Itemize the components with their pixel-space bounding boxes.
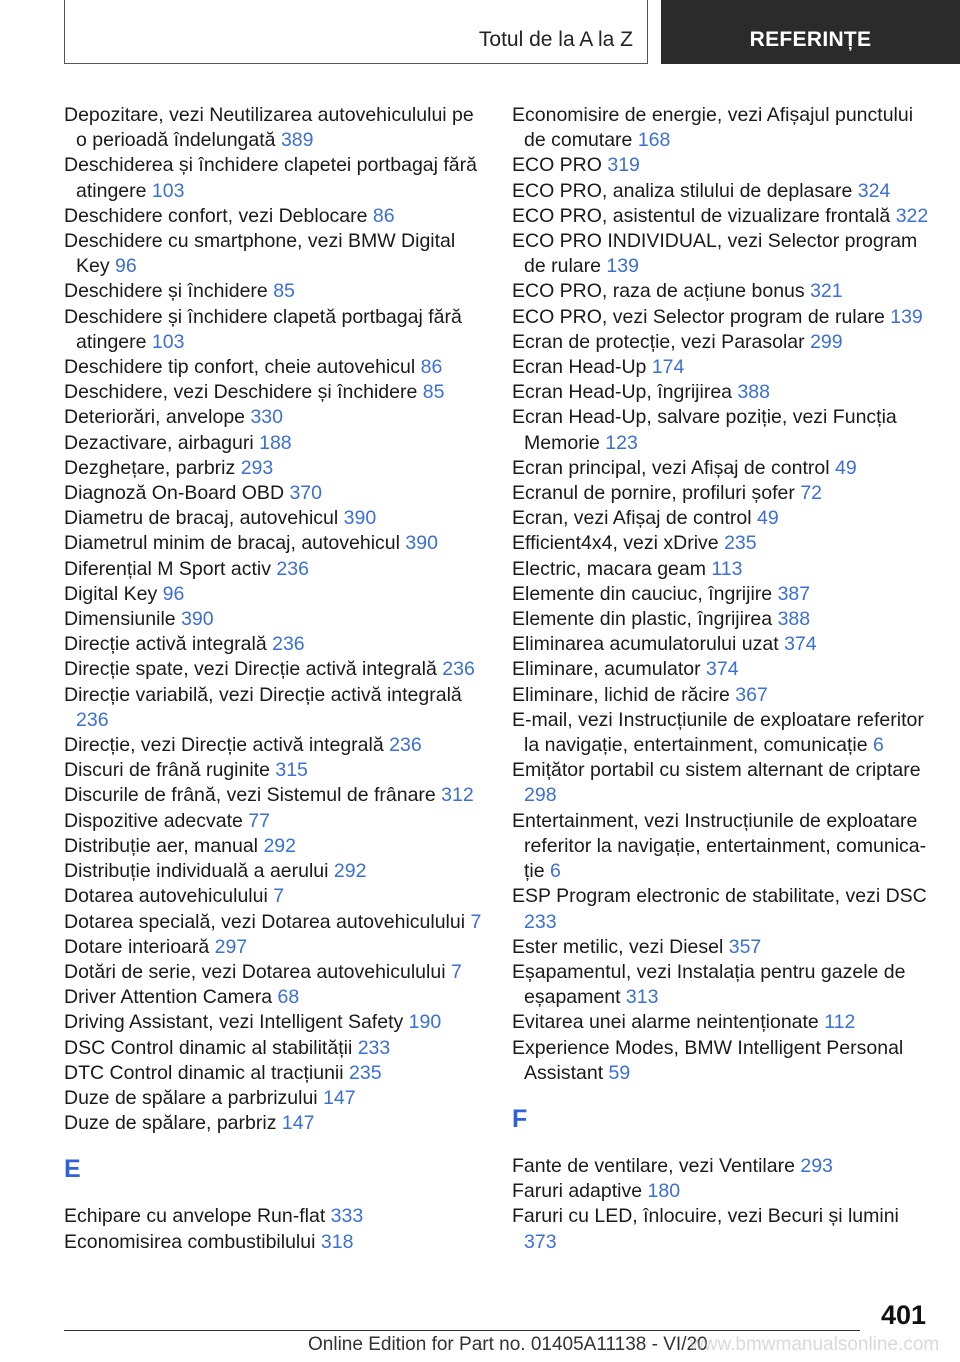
index-page-link[interactable]: 293 [240, 456, 274, 479]
index-entry [64, 632, 484, 657]
index-entry [64, 557, 484, 582]
index-page-link[interactable]: 374 [784, 633, 817, 656]
index-page-link[interactable]: 235 [724, 532, 757, 555]
index-page-link[interactable]: 103 [151, 179, 185, 202]
index-entry-term: Duze de spălare, parbriz [64, 1112, 277, 1135]
index-page-link[interactable]: 7 [450, 960, 462, 983]
index-entry [64, 456, 484, 481]
index-page-link[interactable]: 59 [608, 1061, 631, 1084]
index-page-link[interactable]: 370 [289, 482, 322, 505]
index-entry-term: Deschidere confort, vezi Deblocare [64, 204, 368, 227]
index-entry-term: DSC Control dinamic al stabilității [64, 1036, 353, 1059]
index-entry [64, 783, 484, 808]
index-entry [64, 683, 484, 733]
index-entry [512, 683, 932, 708]
index-entry [64, 153, 484, 203]
index-page-link[interactable]: 174 [651, 356, 685, 379]
index-page-link[interactable]: 292 [333, 860, 367, 883]
index-entry [512, 960, 932, 1010]
index-entry [64, 834, 484, 859]
index-entry-term: Distribuție individuală a aerului [64, 860, 329, 883]
index-page-link[interactable]: 123 [605, 431, 638, 454]
index-entry [512, 179, 932, 204]
index-page-link[interactable]: 333 [330, 1205, 364, 1228]
index-page-link[interactable]: 298 [524, 784, 557, 807]
index-page-link[interactable]: 112 [824, 1011, 856, 1034]
index-entry-term: Ecran, vezi Afișaj de control [512, 507, 752, 530]
index-page-link[interactable]: 139 [890, 305, 923, 328]
index-page-link[interactable]: 373 [524, 1230, 557, 1253]
letter-heading: E [64, 1155, 81, 1184]
index-entry-term: ECO PRO INDIVIDUAL, vezi Selector program de rulare [512, 230, 918, 278]
index-entry-term: Dimensiunile [64, 608, 176, 631]
index-entry [64, 607, 484, 632]
index-entry [512, 632, 932, 657]
index-entry [512, 506, 932, 531]
index-page-link[interactable]: 233 [524, 910, 557, 933]
index-entry-term: Experience Modes, BMW Intelligent Personal Assistant [512, 1036, 904, 1084]
index-entry-term: Echipare cu anvelope Run-flat [64, 1205, 326, 1228]
index-page-link[interactable]: 49 [756, 507, 779, 530]
index-entry [512, 204, 932, 229]
index-entry-term: DTC Control dinamic al tracțiunii [64, 1061, 344, 1084]
index-page-link[interactable]: 236 [272, 633, 305, 656]
index-entry-term: Economisire de energie, vezi Afișajul punctului de comutare [512, 104, 914, 152]
index-page-link[interactable]: 86 [372, 204, 395, 227]
index-entry [64, 531, 484, 556]
index-page-link[interactable]: 96 [162, 582, 185, 605]
index-entry-term: Ecran Head-Up [512, 356, 647, 379]
index-page-link[interactable]: 6 [550, 860, 561, 883]
index-entry [512, 935, 932, 960]
index-entry [512, 456, 932, 481]
index-entry-term: Distribuție aer, manual [64, 834, 259, 857]
index-entry [64, 103, 484, 153]
index-page-link[interactable]: 318 [320, 1230, 354, 1253]
index-entry-term: Discuri de frână ruginite [64, 759, 270, 782]
index-entry-term: Faruri cu LED, înlocuire, vezi Becuri și lumini [512, 1205, 899, 1228]
index-entry [64, 380, 484, 405]
index-entry-term: Dezactivare, airbaguri [64, 431, 254, 454]
index-page-link[interactable]: 86 [420, 356, 443, 379]
index-entry [64, 229, 484, 279]
index-page-link[interactable]: 72 [800, 482, 823, 505]
index-entry-term: Efficient4x4, vezi xDrive [512, 532, 719, 555]
index-entry-term: Deschidere și închidere clapetă portbagaj fără atingere [64, 305, 462, 353]
index-column-right [512, 103, 932, 1255]
index-page-link[interactable]: 312 [441, 784, 474, 807]
index-entry-term: Digital Key [64, 582, 158, 605]
index-page-link[interactable]: 190 [408, 1011, 442, 1034]
index-entry [64, 204, 484, 229]
index-entry-term: Dotarea autovehiculului [64, 885, 268, 908]
index-page-link[interactable]: 236 [442, 658, 475, 681]
index-page-link[interactable]: 103 [151, 330, 185, 353]
index-page-link[interactable]: 96 [115, 255, 137, 278]
index-entry [64, 582, 484, 607]
index-page-link[interactable]: 390 [405, 532, 438, 555]
index-page-link[interactable]: 374 [706, 658, 739, 681]
index-entry [512, 330, 932, 355]
index-entry [512, 405, 932, 455]
index-entry-term: E-mail, vezi Instrucțiunile de exploatare referitor la navigație, entertainment, comunicație [512, 708, 924, 757]
index-page-link[interactable]: 313 [625, 986, 659, 1009]
index-page-link[interactable]: 147 [323, 1086, 356, 1109]
index-entry-term: Driving Assistant, vezi Intelligent Safety [64, 1011, 404, 1034]
index-entry-term: Deschidere, vezi Deschidere și închidere [64, 381, 418, 404]
index-entry [64, 1010, 484, 1035]
index-entry-term: Eliminarea acumulatorului uzat [512, 633, 779, 656]
index-page-link[interactable]: 147 [281, 1112, 315, 1135]
header-chapter-box [64, 0, 648, 64]
index-page-link[interactable]: 6 [873, 734, 884, 757]
index-entry-term: Ester metilic, vezi Diesel [512, 935, 724, 958]
header-chapter-title: Totul de la A la Z [478, 28, 633, 51]
footer-watermark: www.bmwmanualsonline.com [690, 1334, 940, 1355]
index-entry-term: Duze de spălare a parbrizului [64, 1086, 318, 1109]
index-entry [512, 1010, 932, 1035]
index-page-link[interactable]: 235 [349, 1061, 382, 1084]
index-entry-term: Dotare interioară [64, 935, 210, 958]
index-entry [64, 405, 484, 430]
index-entry [64, 481, 484, 506]
index-entry [64, 733, 484, 758]
index-entry [512, 582, 932, 607]
index-page-link[interactable]: 299 [810, 330, 843, 353]
index-entry-term: Diagnoză On-Board OBD [64, 482, 285, 505]
index-entry [512, 1154, 932, 1179]
index-entry-term: ECO PRO [512, 154, 602, 177]
letter-heading: F [512, 1104, 528, 1133]
index-entry [64, 1204, 484, 1229]
index-page-link[interactable]: 236 [276, 557, 309, 580]
index-entry-term: Deschiderea și închidere clapetei portbagaj fără atingere [64, 154, 477, 202]
index-entry-term: Deschidere și închidere [64, 280, 268, 303]
index-entry-term: Direcție spate, vezi Direcție activă integrală [64, 658, 437, 681]
index-entry-term: Direcție, vezi Direcție activă integrală [64, 734, 384, 757]
index-entry [64, 884, 484, 909]
index-page-link[interactable]: 322 [895, 204, 929, 227]
index-entry [64, 985, 484, 1010]
index-entry [512, 103, 932, 153]
index-entry [64, 279, 484, 304]
index-entry-term: Ecran Head-Up, îngrijirea [512, 381, 733, 404]
index-entry [64, 935, 484, 960]
index-page-link[interactable]: 7 [470, 910, 482, 933]
index-page-link[interactable]: 188 [259, 431, 292, 454]
index-entry-term: Discurile de frână, vezi Sistemul de frânare [64, 784, 436, 807]
footer-divider [64, 1330, 860, 1331]
index-entry-term: Ecran Head-Up, salvare poziție, vezi Funcția Memorie [512, 406, 897, 454]
index-page-link[interactable]: 139 [606, 255, 639, 278]
index-entry [512, 355, 932, 380]
index-entry-term: ECO PRO, asistentul de vizualizare frontală [512, 204, 891, 227]
index-page-link[interactable]: 292 [263, 834, 296, 857]
index-page-link[interactable]: 388 [777, 608, 811, 631]
index-entry-term: Dezghețare, parbriz [64, 456, 236, 479]
index-entry-term: Elemente din plastic, îngrijirea [512, 608, 773, 631]
index-entry-term: Deschidere tip confort, cheie autovehicul [64, 356, 416, 379]
index-entry-term: Faruri adaptive [512, 1180, 643, 1203]
index-entry [512, 153, 932, 178]
index-entry [512, 1036, 932, 1086]
index-entry [512, 607, 932, 632]
index-page-link[interactable]: 7 [273, 885, 285, 908]
index-page-link[interactable]: 85 [273, 280, 295, 303]
index-entry [64, 859, 484, 884]
index-entry-term: Diametru de bracaj, autovehicul [64, 507, 339, 530]
index-entry [512, 1204, 932, 1254]
index-page-link[interactable]: 113 [711, 557, 743, 580]
index-entry-term: Diferențial M Sport activ [64, 557, 271, 580]
index-entry-term: Economisirea combustibilului [64, 1230, 316, 1253]
index-entry [64, 910, 484, 935]
index-entry-term: Ecran de protecție, vezi Parasolar [512, 330, 805, 353]
index-entry-term: ECO PRO, analiza stilului de deplasare [512, 179, 853, 202]
page-number: 401 [880, 1300, 926, 1330]
index-entry-term: Driver Attention Camera [64, 986, 273, 1009]
index-entry-term: Eliminare, lichid de răcire [512, 683, 730, 706]
index-entry [64, 657, 484, 682]
index-entry-term: Evitarea unei alarme neintenționate [512, 1011, 819, 1034]
index-entry [512, 884, 932, 934]
footer-edition: Online Edition for Part no. 01405A11138 - VI/20 [308, 1334, 708, 1355]
index-entry-term: Direcție activă integrală [64, 633, 267, 656]
index-page-link[interactable]: 324 [857, 179, 891, 202]
index-page-link[interactable]: 390 [181, 608, 214, 631]
index-page-link[interactable]: 68 [277, 986, 300, 1009]
header-section-tab [661, 0, 960, 64]
index-entry-term: Dotarea specială, vezi Dotarea autovehiculului [64, 910, 466, 933]
index-page-link[interactable]: 389 [280, 129, 314, 152]
index-entry-term: Depozitare, vezi Neutilizarea autovehiculului pe o perioadă îndelungată [64, 104, 474, 152]
index-entry [512, 657, 932, 682]
index-entry [64, 1230, 484, 1255]
index-entry-term: Ecranul de pornire, profiluri șofer [512, 482, 795, 505]
index-page-link[interactable]: 233 [357, 1036, 391, 1059]
index-entry [512, 557, 932, 582]
index-entry-term: Deschidere cu smartphone, vezi BMW Digital Key [64, 230, 456, 278]
index-entry-term: Ecran principal, vezi Afișaj de control [512, 456, 830, 479]
index-page-link[interactable]: 390 [343, 507, 377, 530]
index-page-link[interactable]: 330 [250, 406, 283, 429]
index-entry [512, 229, 932, 279]
index-entry-term: Dispozitive adecvate [64, 809, 243, 832]
index-page-link[interactable]: 168 [637, 129, 671, 152]
index-entry [64, 355, 484, 380]
index-page-link[interactable]: 321 [810, 280, 843, 303]
index-entry [64, 1061, 484, 1086]
index-entry [64, 960, 484, 985]
index-page-link[interactable]: 236 [389, 734, 422, 757]
index-page-link[interactable]: 367 [735, 683, 768, 706]
index-entry [64, 1111, 484, 1136]
index-page-link[interactable]: 85 [422, 381, 445, 404]
index-page-link[interactable]: 388 [737, 381, 770, 404]
index-entry-term: Fante de ventilare, vezi Ventilare [512, 1154, 795, 1177]
index-entry-term: Deteriorări, anvelope [64, 406, 246, 429]
index-entry [512, 380, 932, 405]
index-entry [512, 305, 932, 330]
index-entry [512, 758, 932, 808]
index-entry [64, 1036, 484, 1061]
index-entry [64, 305, 484, 355]
index-page-link[interactable]: 49 [835, 456, 857, 479]
index-page-link[interactable]: 180 [647, 1180, 681, 1203]
index-entry [64, 506, 484, 531]
index-entry-term: Dotări de serie, vezi Dotarea autovehiculului [64, 960, 446, 983]
index-entry-term: Eșapamentul, vezi Instalația pentru gazele de eșapament [512, 960, 906, 1009]
index-page-link[interactable]: 387 [777, 582, 811, 605]
index-entry-term: ESP Program electronic de stabilitate, vezi DSC [512, 885, 927, 908]
index-entry-term: ECO PRO, vezi Selector program de rulare [512, 305, 885, 328]
index-entry [512, 531, 932, 556]
index-page-link[interactable]: 77 [248, 809, 270, 832]
index-page-link[interactable]: 357 [728, 935, 762, 958]
index-page-link[interactable]: 293 [800, 1154, 833, 1177]
index-entry-term: Entertainment, vezi Instrucțiunile de exploatare referitor la navigație, entertainment, comunicație [512, 809, 927, 883]
index-entry-term: Electric, macara geam [512, 557, 706, 580]
index-entry [512, 708, 932, 758]
index-entry [512, 481, 932, 506]
index-entry [64, 1086, 484, 1111]
index-entry-term: Eliminare, acumulator [512, 658, 701, 681]
index-entry-term: Emițător portabil cu sistem alternant de criptare [512, 759, 921, 782]
index-entry-term: Diametrul minim de bracaj, autovehicul [64, 532, 400, 555]
index-page-link[interactable]: 315 [275, 759, 308, 782]
header-section-title: REFERINȚE [749, 28, 872, 51]
index-page-link[interactable]: 236 [76, 708, 109, 731]
index-entry [512, 279, 932, 304]
index-entry [512, 1179, 932, 1204]
index-page-link[interactable]: 297 [214, 935, 248, 958]
index-page-link[interactable]: 319 [607, 154, 640, 177]
index-entry [64, 431, 484, 456]
index-entry [64, 809, 484, 834]
index-entry-term: Elemente din cauciuc, îngrijire [512, 582, 773, 605]
index-entry-term: Direcție variabilă, vezi Direcție activă integrală [64, 683, 462, 706]
index-entry [64, 758, 484, 783]
index-entry [512, 809, 932, 885]
index-column-left [64, 103, 484, 1255]
index-entry-term: ECO PRO, raza de acțiune bonus [512, 280, 805, 303]
